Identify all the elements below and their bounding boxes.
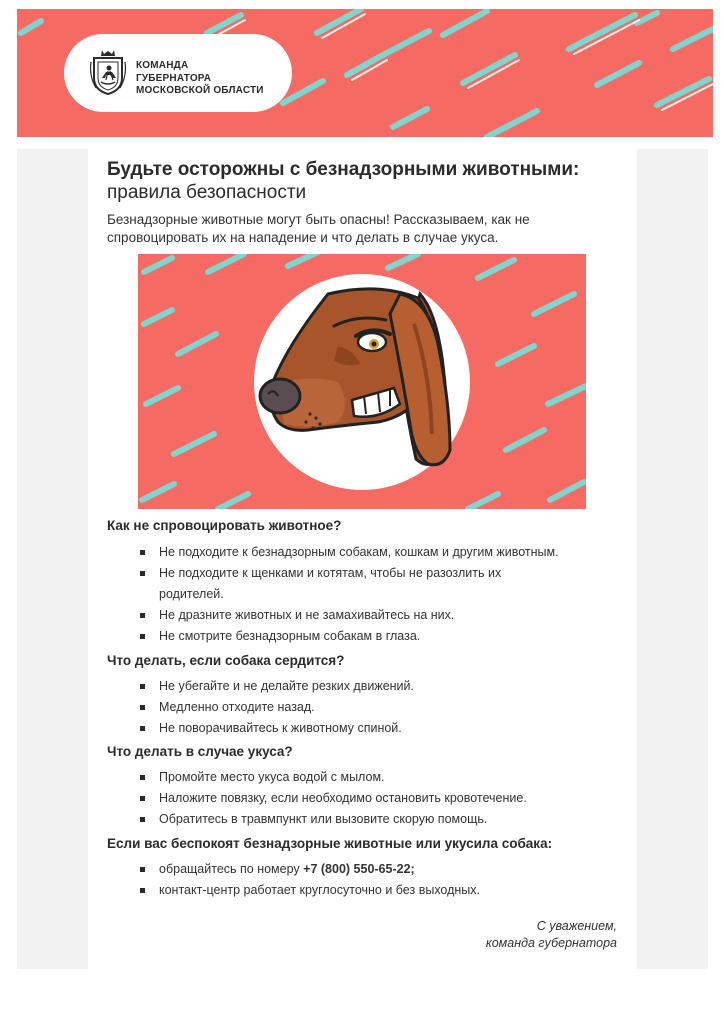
list-contact [137, 859, 627, 901]
side-panel-right [637, 149, 708, 969]
section-title-angry-dog: Что делать, если собака сердится? [107, 653, 345, 668]
coat-of-arms-icon [88, 48, 128, 96]
list-bite [137, 767, 627, 830]
page-title [107, 158, 627, 204]
page-title-rest: правила безопасности [107, 182, 307, 203]
list-item: Промойте место укуса водой с мылом. [137, 767, 627, 788]
list-item: Не смотрите безнадзорным собакам в глаза. [137, 626, 627, 647]
section-title-bite: Что делать в случае укуса? [107, 744, 293, 759]
list-provoke [137, 542, 627, 647]
contact-text: обращайтесь по номеру [159, 862, 300, 876]
logo-text [136, 60, 286, 98]
phone-number: +7 (800) 550-65-22; [303, 862, 415, 876]
list-item: Не дразните животных и не замахивайтесь на них. [137, 605, 627, 626]
logo-pill [64, 34, 292, 112]
list-item [137, 859, 627, 880]
list-item: Не подходите к безнадзорным собакам, кошкам и другим животным. [137, 542, 627, 563]
logo-line-1: КОМАНДА [136, 60, 189, 71]
header-banner [17, 9, 713, 137]
section-title-contact: Если вас беспокоят безнадзорные животные или укусила собака: [107, 836, 553, 851]
angry-dog-icon [138, 254, 586, 509]
dog-illustration [138, 254, 586, 509]
list-angry-dog [137, 676, 627, 739]
list-item: Медленно отходите назад. [137, 697, 627, 718]
signature [486, 918, 617, 952]
side-panel-left [17, 149, 88, 969]
section-title-provoke: Как не спровоцировать животное? [107, 518, 342, 533]
logo-line-3: МОСКОВСКОЙ ОБЛАСТИ [136, 85, 264, 96]
list-item: Обратитесь в травмпункт или вызовите скорую помощь. [137, 809, 627, 830]
list-item: Не поворачивайтесь к животному спиной. [137, 718, 627, 739]
list-item: Наложите повязку, если необходимо остановить кровотечение. [137, 788, 627, 809]
list-item: Не подходите к щенками и котятам, чтобы не разозлить их родителей. [137, 563, 627, 605]
intro-paragraph: Безнадзорные животные могут быть опасны! Рассказываем, как не спровоцировать их на нападение и что делать в случае укуса. [107, 212, 530, 245]
list-item: Не убегайте и не делайте резких движений. [137, 676, 627, 697]
signature-line-2: команда губернатора [485, 936, 617, 950]
logo-line-2: ГУБЕРНАТОРА [136, 72, 212, 84]
signature-line-1: С уважением, [536, 919, 617, 933]
page-title-bold: Будьте осторожны с безнадзорными животными: [107, 159, 580, 180]
list-item: контакт-центр работает круглосуточно и без выходных. [137, 880, 627, 901]
